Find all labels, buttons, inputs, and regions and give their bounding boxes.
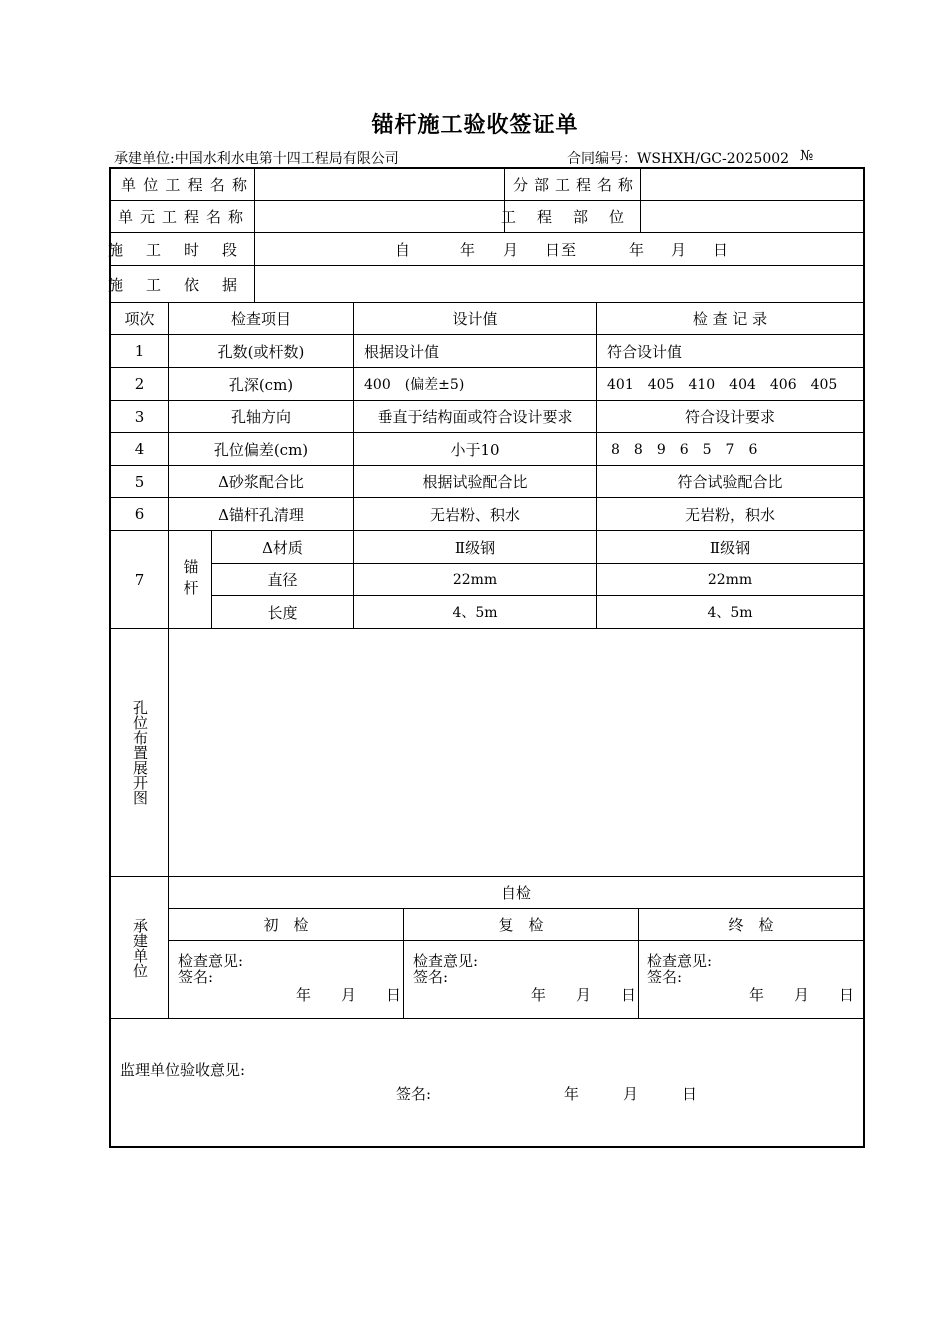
unit-project-label: 单 位 工 程 名 称 <box>121 176 247 194</box>
row-record: 符合设计要求 <box>684 408 775 426</box>
location-value[interactable] <box>641 201 863 232</box>
row-item: 孔轴方向 <box>230 408 291 426</box>
inspection-form <box>109 167 865 1148</box>
row-item: 孔位偏差(cm) <box>213 440 309 459</box>
supervisor-opinion: 监理单位验收意见: <box>120 1061 246 1079</box>
anchor-group-label: 锚杆 <box>181 558 200 601</box>
supervisor-year: 年 <box>564 1085 580 1103</box>
row-design: 小于10 <box>450 440 500 459</box>
row-design: 根据试验配合比 <box>422 473 528 491</box>
contractor-label: 承建单位 <box>131 917 149 978</box>
row-design: 400 (偏差±5) <box>364 377 465 393</box>
anchor-sub-item: 直径 <box>267 571 298 589</box>
self-check-heading: 自检 <box>500 884 531 902</box>
number-mark: № <box>800 148 814 164</box>
stage-final-heading: 终 检 <box>728 916 774 934</box>
supervisor-sign: 签名: <box>396 1085 432 1103</box>
anchor-sub-record: Ⅱ级钢 <box>709 538 751 557</box>
form-title: 锚杆施工验收签证单 <box>371 113 579 138</box>
anchor-sub-record: 4、5m <box>707 605 753 621</box>
basis-value[interactable] <box>255 266 863 302</box>
period-label: 施工时段 <box>108 240 261 259</box>
row-no: 4 <box>134 440 145 458</box>
layout-diagram-label: 孔位布置展开图 <box>131 700 149 805</box>
unit-project-value[interactable] <box>255 169 504 200</box>
stage-initial-date: 年 月 日 <box>296 986 402 1004</box>
location-label: 工程部位 <box>501 208 646 226</box>
supervisor-month: 月 <box>623 1085 639 1103</box>
element-project-value[interactable] <box>255 201 504 232</box>
anchor-sub-item: 长度 <box>267 603 298 622</box>
anchor-sub-design: 22mm <box>452 571 498 588</box>
row-record: 符合试验配合比 <box>677 473 783 491</box>
stage-review-opinion: 检查意见: <box>413 952 479 970</box>
sub-project-label: 分 部 工 程 名 称 <box>513 176 633 194</box>
stage-review-date: 年 月 日 <box>531 986 637 1004</box>
stage-final-opinion: 检查意见: <box>647 952 713 970</box>
stage-final-sign: 签名: <box>647 968 683 986</box>
col-check-item: 检查项目 <box>230 310 291 328</box>
col-item-no: 项次 <box>124 310 155 328</box>
row-item: 孔深(cm) <box>228 375 294 394</box>
row-no: 2 <box>134 375 145 393</box>
row-record: 符合设计值 <box>607 342 683 361</box>
row-item: Δ砂浆配合比 <box>218 473 304 491</box>
stage-review-heading: 复 检 <box>498 916 544 934</box>
col-record: 检 查 记 录 <box>692 310 768 328</box>
anchor-sub-record: 22mm <box>707 571 753 588</box>
stage-initial-opinion: 检查意见: <box>178 952 244 970</box>
row-no: 6 <box>134 505 145 523</box>
col-design-value: 设计值 <box>452 310 498 328</box>
stage-final-date: 年 月 日 <box>749 986 855 1004</box>
row-design: 垂直于结构面或符合设计要求 <box>377 408 573 426</box>
supervisor-day: 日 <box>682 1085 698 1103</box>
anchor-sub-design: Ⅱ级钢 <box>454 538 496 557</box>
anchor-sub-item: Δ材质 <box>262 538 303 557</box>
anchor-row-no: 7 <box>134 570 145 589</box>
row-item: Δ锚杆孔清理 <box>218 505 304 524</box>
layout-diagram-area[interactable] <box>169 629 863 876</box>
row-design: 无岩粉、积水 <box>429 505 520 524</box>
row-design: 根据设计值 <box>364 342 440 361</box>
basis-label: 施工依据 <box>108 275 261 294</box>
contractor-line: 承建单位:中国水利水电第十四工程局有限公司 <box>114 151 399 167</box>
row-no: 5 <box>134 472 145 491</box>
contract-number: 合同编号：WSHXH/GC-2025002 <box>567 151 790 167</box>
sub-project-value[interactable] <box>641 169 863 200</box>
row-no: 3 <box>134 407 145 426</box>
stage-review-sign: 签名: <box>413 968 449 986</box>
row-no: 1 <box>134 342 145 360</box>
stage-initial-sign: 签名: <box>178 968 214 986</box>
row-record: 8 8 9 6 5 7 6 <box>611 442 758 458</box>
anchor-sub-design: 4、5m <box>452 605 498 621</box>
stage-initial-heading: 初 检 <box>263 916 309 934</box>
row-item: 孔数(或杆数) <box>217 342 305 361</box>
period-value[interactable]: 自 年 月 日 至 年 月 日 <box>395 240 729 259</box>
row-record: 无岩粉，积水 <box>684 505 775 524</box>
element-project-label: 单元工程名称 <box>118 208 251 226</box>
row-record: 401 405 410 404 406 405 <box>607 377 838 393</box>
